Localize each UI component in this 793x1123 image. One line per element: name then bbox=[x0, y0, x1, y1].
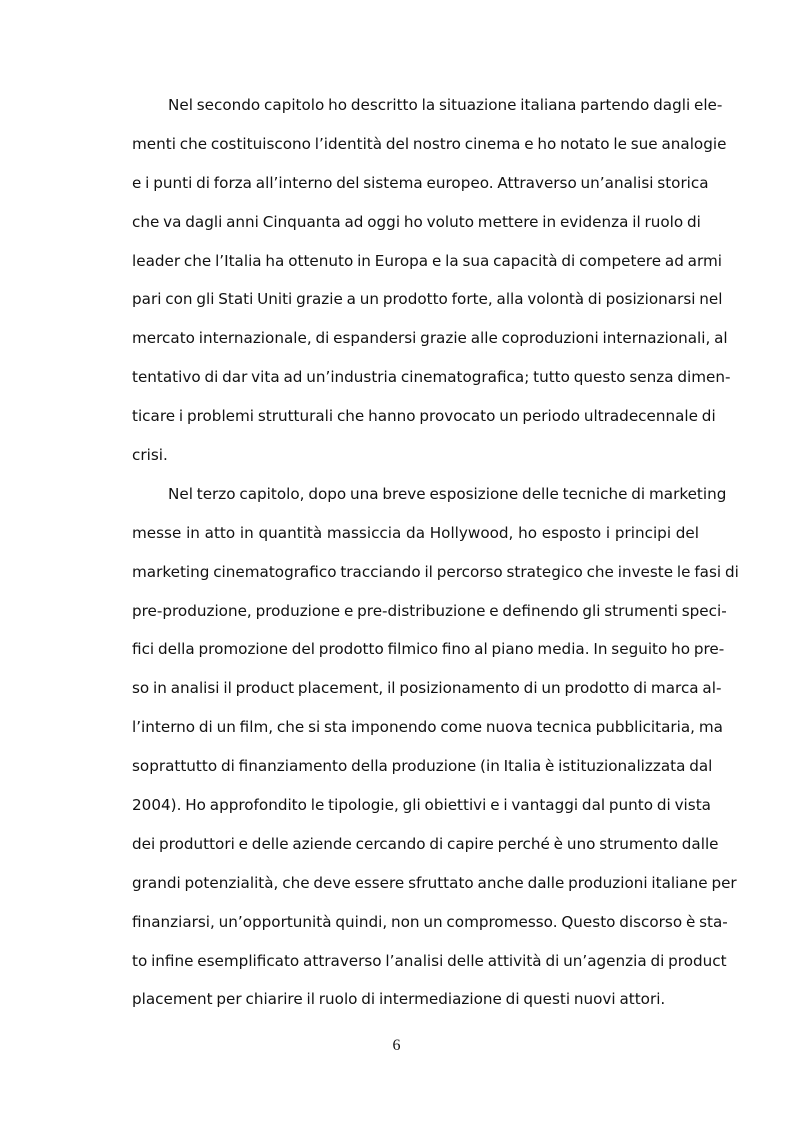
text-line: tentativo di dar vita ad un’industria cinematografica; tutto questo senza dimen- bbox=[132, 368, 731, 387]
text-line: menti che costituiscono l’identità del nostro cinema e ho notato le sue analogie bbox=[132, 134, 727, 153]
body-text bbox=[132, 90, 739, 1023]
text-line: pari con gli Stati Uniti grazie a un prodotto forte, alla volontà di posizionarsi nel bbox=[132, 290, 723, 309]
text-line: finanziarsi, un’opportunità quindi, non un compromesso. Questo discorso è sta- bbox=[132, 912, 728, 931]
paragraph-chapter-two bbox=[132, 90, 731, 479]
text-line: leader che l’Italia ha ottenuto in Europa e la sua capacità di competere ad armi bbox=[132, 251, 722, 270]
text-line: mercato internazionale, di espandersi grazie alle coproduzioni internazionali, al bbox=[132, 329, 728, 348]
text-line: pre-produzione, produzione e pre-distribuzione e definendo gli strumenti speci- bbox=[132, 601, 727, 620]
paragraph-chapter-three bbox=[132, 479, 739, 1023]
text-line: ticare i problemi strutturali che hanno provocato un periodo ultradecennale di bbox=[132, 407, 716, 426]
text-line: che va dagli anni Cinquanta ad oggi ho voluto mettere in evidenza il ruolo di bbox=[132, 212, 701, 231]
text-line: Nel terzo capitolo, dopo una breve esposizione delle tecniche di marketing bbox=[168, 484, 727, 503]
text-line: crisi. bbox=[132, 446, 168, 465]
text-line: so in analisi il product placement, il posizionamento di un prodotto di marca al- bbox=[132, 679, 722, 698]
text-line: e i punti di forza all’interno del sistema europeo. Attraverso un’analisi storica bbox=[132, 173, 709, 192]
text-line: l’interno di un film, che si sta imponendo come nuova tecnica pubblicitaria, ma bbox=[132, 718, 723, 737]
text-line: grandi potenzialità, che deve essere sfruttato anche dalle produzioni italiane per bbox=[132, 873, 737, 892]
page-number: 6 bbox=[392, 1037, 401, 1054]
text-line: 2004). Ho approfondito le tipologie, gli obiettivi e i vantaggi dal punto di vista bbox=[132, 796, 711, 815]
text-line: dei produttori e delle aziende cercando di capire perché è uno strumento dalle bbox=[132, 834, 719, 853]
text-line: Nel secondo capitolo ho descritto la situazione italiana partendo dagli ele- bbox=[168, 96, 723, 114]
text-line: soprattutto di finanziamento della produzione (in Italia è istituzionalizzata dal bbox=[132, 757, 713, 776]
text-line: messe in atto in quantità massiccia da Hollywood, ho esposto i principi del bbox=[132, 523, 699, 542]
text-line: placement per chiarire il ruolo di intermediazione di questi nuovi attori. bbox=[132, 990, 666, 1009]
text-line: marketing cinematografico tracciando il percorso strategico che investe le fasi di bbox=[132, 562, 739, 581]
text-line: fici della promozione del prodotto filmico fino al piano media. In seguito ho pre- bbox=[132, 640, 725, 659]
text-line: to infine esemplificato attraverso l’analisi delle attività di un’agenzia di product bbox=[132, 951, 727, 970]
